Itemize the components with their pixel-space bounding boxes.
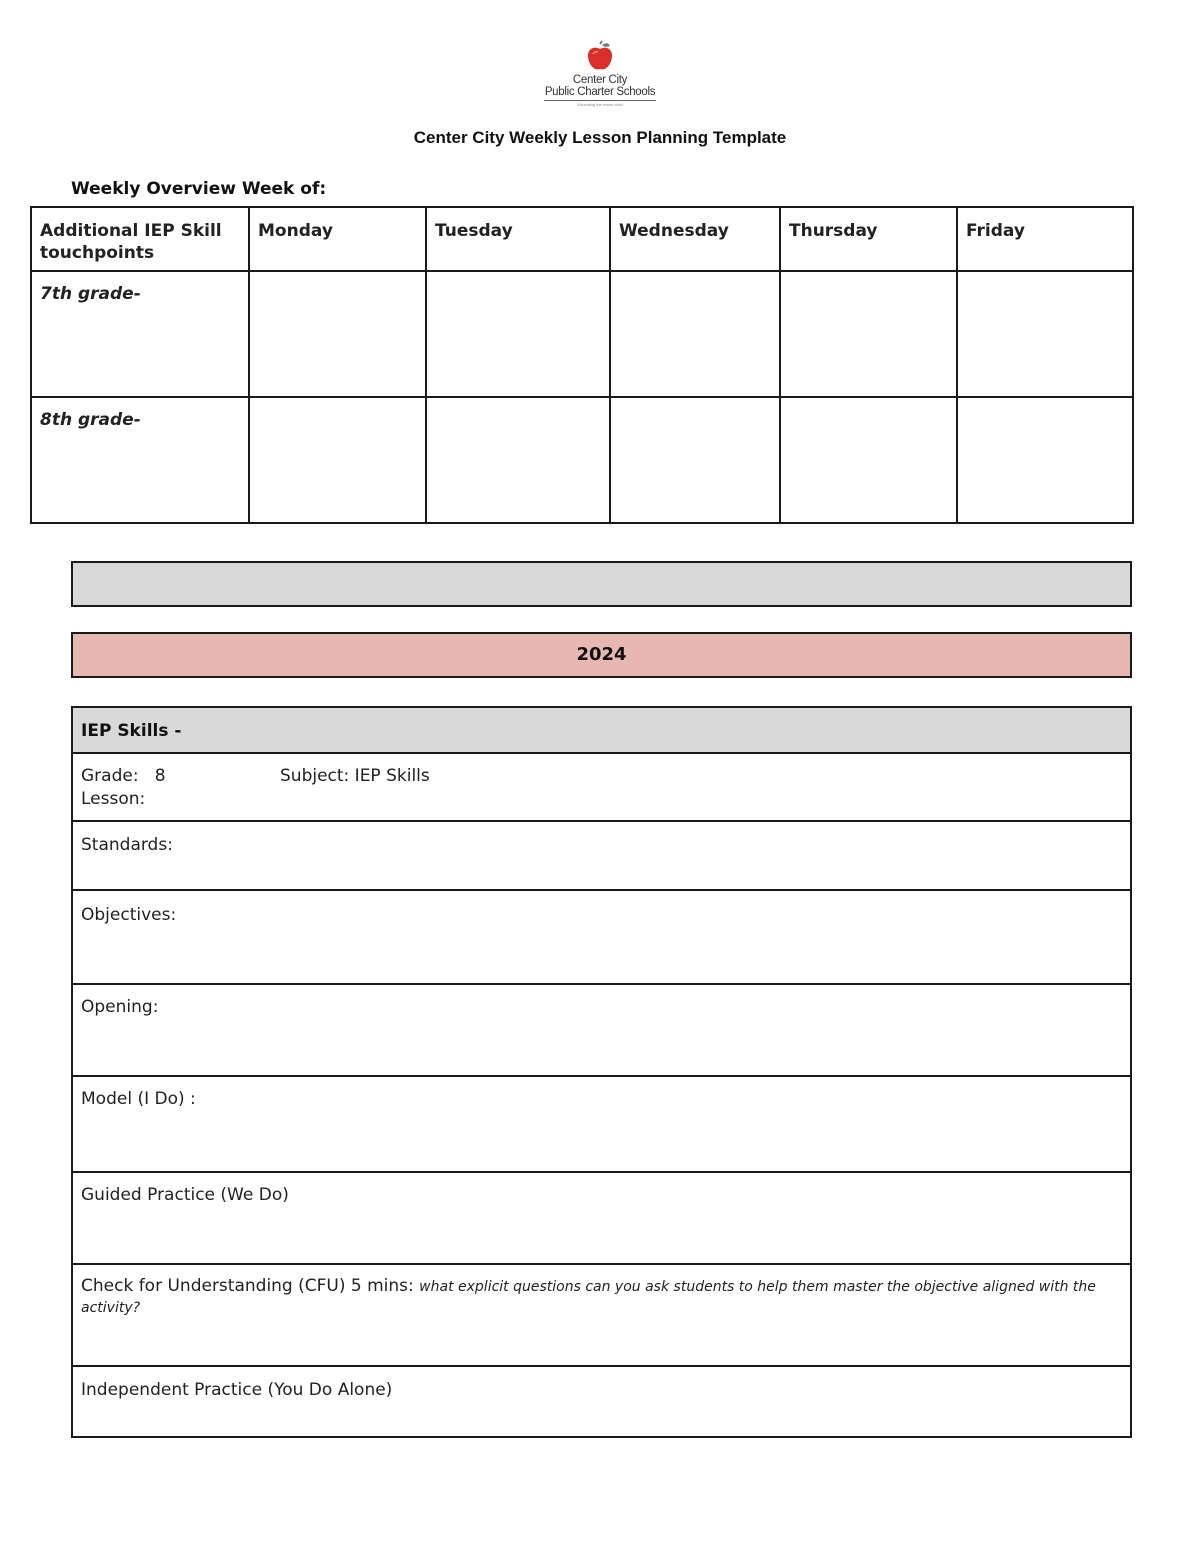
school-logo [536, 40, 664, 116]
header-tuesday: Tuesday [426, 207, 610, 271]
lesson-plan-table [71, 706, 1132, 1438]
apple-icon [583, 40, 617, 74]
standards-row[interactable] [73, 822, 1130, 891]
weekly-overview-label: Weekly Overview Week of: [71, 179, 327, 199]
cell-7th-monday[interactable] [249, 271, 426, 397]
overview-header-row [31, 207, 1133, 271]
header-wednesday: Wednesday [610, 207, 780, 271]
grade-label: Grade: 8 [81, 766, 166, 786]
standards-label: Standards: [81, 835, 173, 855]
cell-7th-wednesday[interactable] [610, 271, 780, 397]
header-iep-touchpoints: Additional IEP Skill touchpoints [31, 207, 249, 271]
guided-practice-row[interactable] [73, 1173, 1130, 1265]
subject-label: Subject: IEP Skills [280, 766, 430, 786]
cell-7th-tuesday[interactable] [426, 271, 610, 397]
weekly-overview-table [30, 206, 1134, 524]
cfu-hint: what explicit questions can you ask students to help them master the objective aligned with the activity? [81, 1279, 1096, 1316]
lesson-header: IEP Skills - [73, 708, 1130, 754]
cell-7th-thursday[interactable] [780, 271, 957, 397]
logo-name-line1: Center City [572, 74, 628, 86]
model-i-do-row[interactable] [73, 1077, 1130, 1173]
lesson-label: Lesson: [81, 789, 146, 809]
objectives-row[interactable] [73, 891, 1130, 985]
objectives-label: Objectives: [81, 905, 177, 925]
document-title: Center City Weekly Lesson Planning Template [413, 128, 787, 147]
header-monday: Monday [249, 207, 426, 271]
year-banner: 2024 [71, 632, 1132, 678]
cell-8th-wednesday[interactable] [610, 397, 780, 523]
cfu-label: Check for Understanding (CFU) 5 mins: [81, 1276, 420, 1296]
cell-8th-monday[interactable] [249, 397, 426, 523]
row-label-7th-grade: 7th grade- [31, 271, 249, 397]
grade-lesson-row[interactable] [73, 754, 1130, 822]
independent-practice-label: Independent Practice (You Do Alone) [81, 1380, 393, 1400]
check-for-understanding-row[interactable] [73, 1265, 1130, 1367]
row-label-8th-grade: 8th grade- [31, 397, 249, 523]
header-thursday: Thursday [780, 207, 957, 271]
cell-8th-tuesday[interactable] [426, 397, 610, 523]
cell-8th-friday[interactable] [957, 397, 1133, 523]
opening-row[interactable] [73, 985, 1130, 1077]
logo-tagline: Educating the whole child [577, 102, 623, 107]
logo-divider [544, 100, 656, 101]
overview-row-7th-grade [31, 271, 1133, 397]
independent-practice-row[interactable] [73, 1367, 1130, 1438]
overview-row-8th-grade [31, 397, 1133, 523]
model-label: Model (I Do) : [81, 1089, 196, 1109]
cell-7th-friday[interactable] [957, 271, 1133, 397]
logo-name-line2: Public Charter Schools [544, 86, 656, 98]
blank-grey-banner [71, 561, 1132, 607]
opening-label: Opening: [81, 997, 159, 1017]
guided-practice-label: Guided Practice (We Do) [81, 1185, 289, 1205]
cell-8th-thursday[interactable] [780, 397, 957, 523]
header-friday: Friday [957, 207, 1133, 271]
